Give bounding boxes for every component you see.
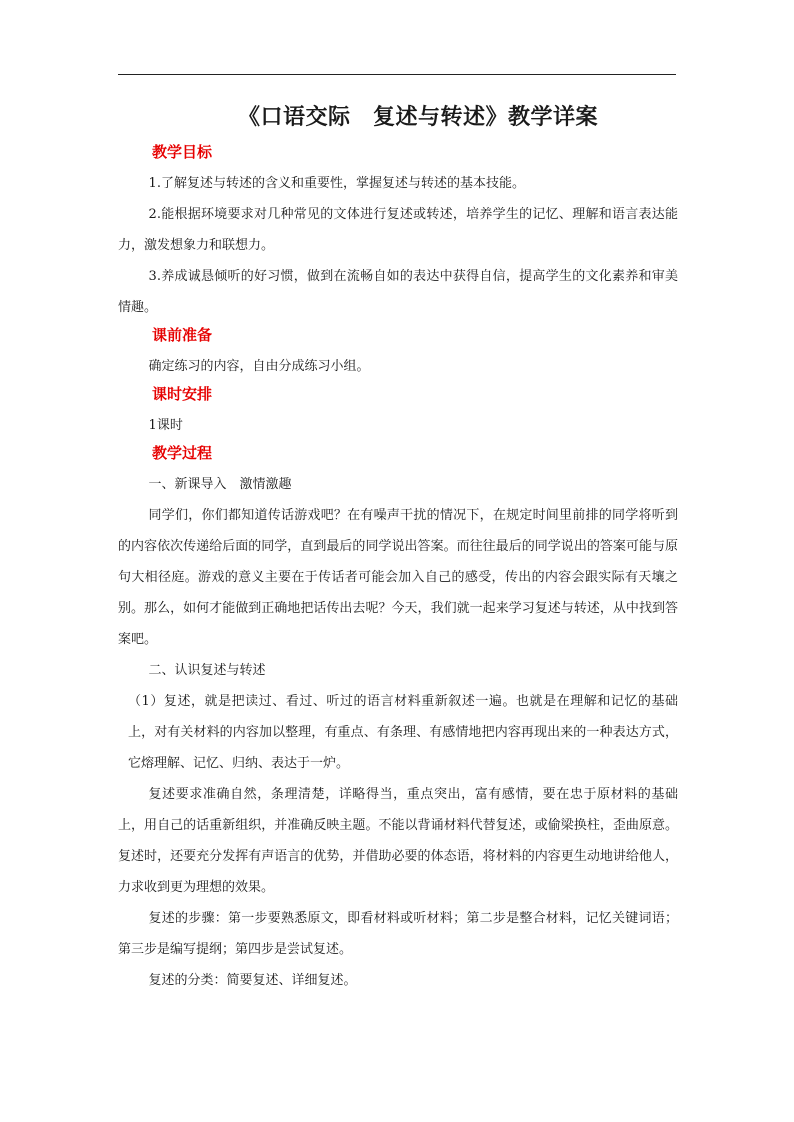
heading-schedule: 课时安排	[152, 385, 213, 403]
preparation-text: 确定练习的内容，自由分成练习小组。	[148, 359, 370, 374]
process-part2-paragraph-4: 复述的分类：简要复述、详细复述。	[148, 973, 357, 988]
process-part2-paragraph-1: （1）复述，就是把读过、看过、听过的语言材料重新叙述一遍。也就是在理解和记忆的基础上，对有关材料的内容加以整理，有重点、有条理、有感情地把内容再现出来的一种表达方式，它熔理解、记忆、归纳、表达于一炉。	[128, 694, 678, 771]
heading-preparation: 课前准备	[152, 326, 213, 344]
document-body	[118, 140, 678, 996]
process-part2-paragraph-2: 复述要求准确自然，条理清楚，详略得当，重点突出，富有感情，要在忠于原材料的基础上，用自己的话重新组织，并准确反映主题。不能以背诵材料代替复述，或偷梁换柱，歪曲原意。复述时，还要充分发挥有声语言的优势，并借助必要的体态语，将材料的内容更生动地讲给他人，力求收到更为理想的效果。	[118, 787, 678, 895]
section-process	[118, 441, 678, 996]
heading-objectives: 教学目标	[152, 143, 213, 161]
schedule-text: 1课时	[148, 418, 183, 433]
section-objectives	[118, 140, 678, 323]
process-part2-title: 二、认识复述与转述	[148, 663, 266, 678]
process-part1-text: 同学们，你们都知道传话游戏吧？在有噪声干扰的情况下，在规定时间里前排的同学将听到的内容依次传递给后面的同学，直到最后的同学说出答案。而往往最后的同学说出的答案可能与原句大相径庭。游戏的意义主要在于传话者可能会加入自己的感受，传出的内容会跟实际有天壤之别。那么，如何才能做到正确地把话传出去呢？今天，我们就一起来学习复述与转述，从中找到答案吧。	[118, 508, 678, 647]
section-preparation	[118, 323, 678, 382]
heading-process: 教学过程	[152, 444, 213, 462]
process-part1-title: 一、新课导入 激情激趣	[148, 477, 292, 492]
document-title: 《口语交际 复述与转述》教学详案	[237, 104, 598, 130]
process-part2-paragraph-3: 复述的步骤：第一步要熟悉原文，即看材料或听材料；第二步是整合材料，记忆关键词语；第三步是编写提纲；第四步是尝试复述。	[118, 911, 678, 957]
header-rule	[118, 74, 676, 75]
objective-item-3: 3.养成诚恳倾听的好习惯，做到在流畅自如的表达中获得自信，提高学生的文化素养和审美情趣。	[118, 269, 678, 315]
objective-item-1: 1.了解复述与转述的含义和重要性，掌握复述与转述的基本技能。	[148, 176, 525, 191]
section-schedule	[118, 382, 678, 441]
objective-item-2: 2.能根据环境要求对几种常见的文体进行复述或转述，培养学生的记忆、理解和语言表达能力，激发想象力和联想力。	[118, 207, 678, 253]
